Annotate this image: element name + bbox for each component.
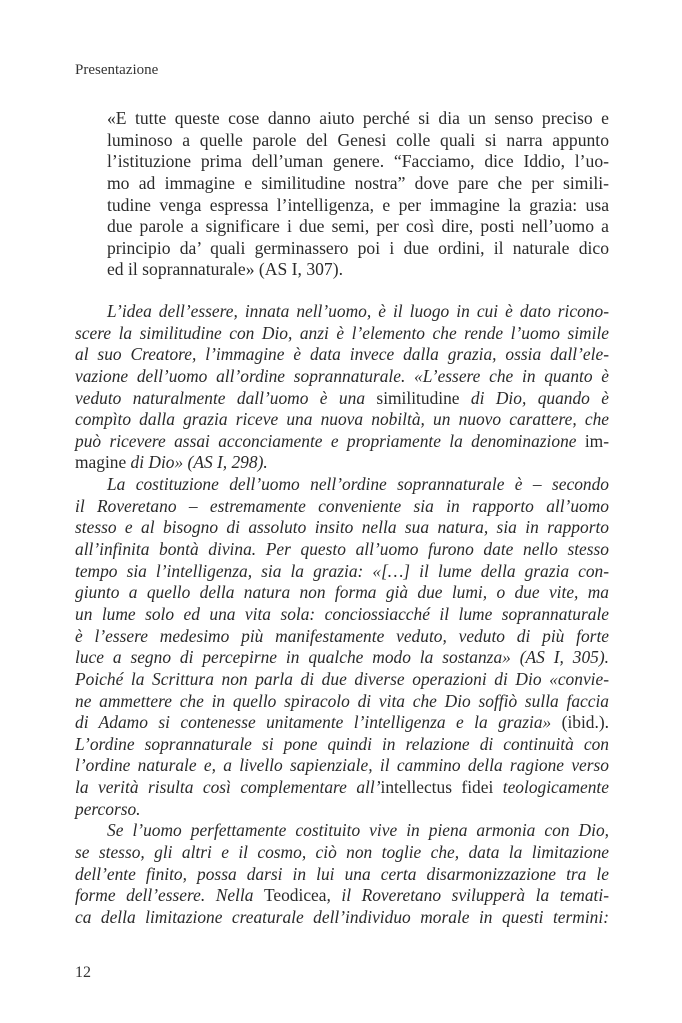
paragraph: [75, 301, 609, 474]
page-number: 12: [75, 964, 91, 981]
italic-text: un lume solo ed una vita sola: conciossiacché il lume soprannaturale: [75, 603, 609, 624]
paragraph-line: [75, 647, 609, 669]
italic-text: L’ordine soprannaturale si pone quindi in relazione di continuità con: [75, 733, 609, 754]
roman-text: mo ad immagine e similitudine nostra” dove pare che per simili-: [107, 172, 609, 193]
paragraph-line: [75, 388, 609, 410]
italic-text: l’ordine naturale e, a livello sapienziale, il cammino della ragione verso: [75, 755, 609, 776]
italic-text: giunto a quello della natura non forma già due lumi, o due vite, ma: [75, 582, 609, 603]
block-quote: [107, 108, 609, 281]
paragraph-line: [75, 474, 609, 496]
paragraph-line: [75, 734, 609, 756]
paragraph-line: [75, 323, 609, 345]
paragraph-line: [75, 885, 609, 907]
roman-text: intellectus fidei: [380, 777, 494, 798]
roman-text: due parole a significare i due semi, per così dire, posti nell’uomo a: [107, 216, 609, 237]
italic-text: percorso.: [75, 798, 141, 819]
paragraph-line: [75, 799, 609, 821]
italic-text: vazione dell’uomo all’ordine soprannaturale. «L’essere che in quanto è: [75, 365, 609, 386]
paragraph-line: [75, 842, 609, 864]
paragraph-line: [75, 626, 609, 648]
italic-text: al suo Creatore, l’immagine è data invece dalla grazia, ossia dall’ele-: [75, 344, 609, 365]
quote-line: [107, 173, 609, 195]
paragraph-line: [75, 366, 609, 388]
paragraph-line: [75, 669, 609, 691]
italic-text: L’idea dell’essere, innata nell’uomo, è il luogo in cui è dato ricono-: [107, 301, 609, 321]
paragraph-line: [75, 755, 609, 777]
roman-text: l’istituzione prima dell’uman genere. “Facciamo, dice Iddio, l’uo-: [107, 151, 609, 172]
quote-line: [107, 130, 609, 152]
italic-text: stesso e al bisogno di assoluto insito nella sua natura, sia in rapporto: [75, 517, 609, 538]
italic-text: , il Roveretano svilupperà la temati-: [326, 885, 610, 906]
italic-text: di Dio» (AS I, 298).: [126, 452, 268, 473]
italic-text: ca della limitazione creaturale dell’individuo morale in questi termini:: [75, 906, 609, 927]
paragraph-line: [75, 496, 609, 518]
italic-text: luce a segno di percepirne in qualche modo la sostanza» (AS I, 305).: [75, 647, 609, 668]
roman-text: tudine venga espressa l’intelligenza, e per immagine la grazia: usa: [107, 194, 609, 215]
roman-text: principio da’ quali germinassero poi i due ordini, il naturale dico: [107, 237, 609, 258]
quote-line: [107, 195, 609, 217]
paragraph-line: [75, 604, 609, 626]
italic-text: la verità risulta così complementare all’: [75, 777, 381, 798]
paragraph-line: [75, 539, 609, 561]
quote-line: [107, 108, 609, 130]
italic-text: tempo sia l’intelligenza, sia la grazia: «[…] il lume della grazia con-: [75, 560, 609, 581]
body-text: [75, 301, 609, 929]
roman-text: magine: [75, 452, 127, 473]
italic-text: se stesso, gli altri e il cosmo, ciò non toglie che, data la limitazione: [75, 842, 609, 863]
italic-text: ne ammettere che in quello spiracolo di vita che Dio soffiò sulla faccia: [75, 690, 609, 711]
running-head: Presentazione: [75, 62, 159, 78]
paragraph-line: [75, 691, 609, 713]
paragraph-line: [75, 409, 609, 431]
paragraph-line: [75, 344, 609, 366]
paragraph-line: [75, 517, 609, 539]
paragraph-line: [75, 907, 609, 929]
roman-text: Teodicea: [263, 885, 327, 906]
quote-line: [107, 216, 609, 238]
italic-text: compìto dalla grazia riceve una nuova nobiltà, un nuovo carattere, che: [75, 409, 609, 430]
roman-text: (ibid.).: [561, 712, 609, 733]
quote-line: [107, 259, 609, 281]
italic-text: Se l’uomo perfettamente costituito vive in piena armonia con Dio,: [107, 820, 609, 841]
paragraph-line: [75, 820, 609, 842]
italic-text: dell’ente finito, possa darsi in lui una certa disarmonizzazione tra le: [75, 863, 609, 884]
italic-text: di Adamo si contenesse unitamente l’intelligenza e la grazia»: [75, 712, 562, 733]
paragraph: [75, 820, 609, 928]
italic-text: il Roveretano – estremamente conveniente sia in rapporto all’uomo: [75, 495, 609, 516]
roman-text: ed il soprannaturale» (AS I, 307).: [107, 259, 343, 280]
italic-text: è l’essere medesimo più manifestamente veduto, veduto di più forte: [75, 625, 609, 646]
quote-paragraph: [107, 108, 609, 281]
paragraph-line: [75, 301, 609, 323]
roman-text: luminoso a quelle parole del Genesi colle quali si narra appunto: [107, 129, 609, 150]
italic-text: scere la similitudine con Dio, anzi è l’elemento che rende l’uomo simile: [75, 322, 609, 343]
paragraph-line: [75, 431, 609, 453]
roman-text: similitudine: [376, 387, 460, 408]
italic-text: Poiché la Scrittura non parla di due diverse operazioni di Dio «convie-: [75, 668, 609, 689]
roman-text: im-: [584, 430, 609, 451]
paragraph-line: [75, 561, 609, 583]
italic-text: può ricevere assai acconciamente e propriamente la denominazione: [75, 430, 585, 451]
paragraph-line: [75, 712, 609, 734]
paragraph-line: [75, 864, 609, 886]
italic-text: all’infinita bontà divina. Per questo all’uomo furono date nello stesso: [75, 539, 609, 560]
quote-line: [107, 151, 609, 173]
italic-text: di Dio, quando è: [459, 387, 609, 408]
paragraph: [75, 474, 609, 820]
paragraph-line: [75, 582, 609, 604]
italic-text: teologicamente: [493, 777, 609, 798]
italic-text: forme dell’essere. Nella: [75, 885, 264, 906]
quote-line: [107, 238, 609, 260]
italic-text: veduto naturalmente dall’uomo è una: [75, 387, 377, 408]
paragraph-line: [75, 452, 609, 474]
italic-text: La costituzione dell’uomo nell’ordine soprannaturale è – secondo: [107, 474, 609, 495]
roman-text: «E tutte queste cose danno aiuto perché si dia un senso preciso e: [107, 108, 609, 128]
paragraph-line: [75, 777, 609, 799]
